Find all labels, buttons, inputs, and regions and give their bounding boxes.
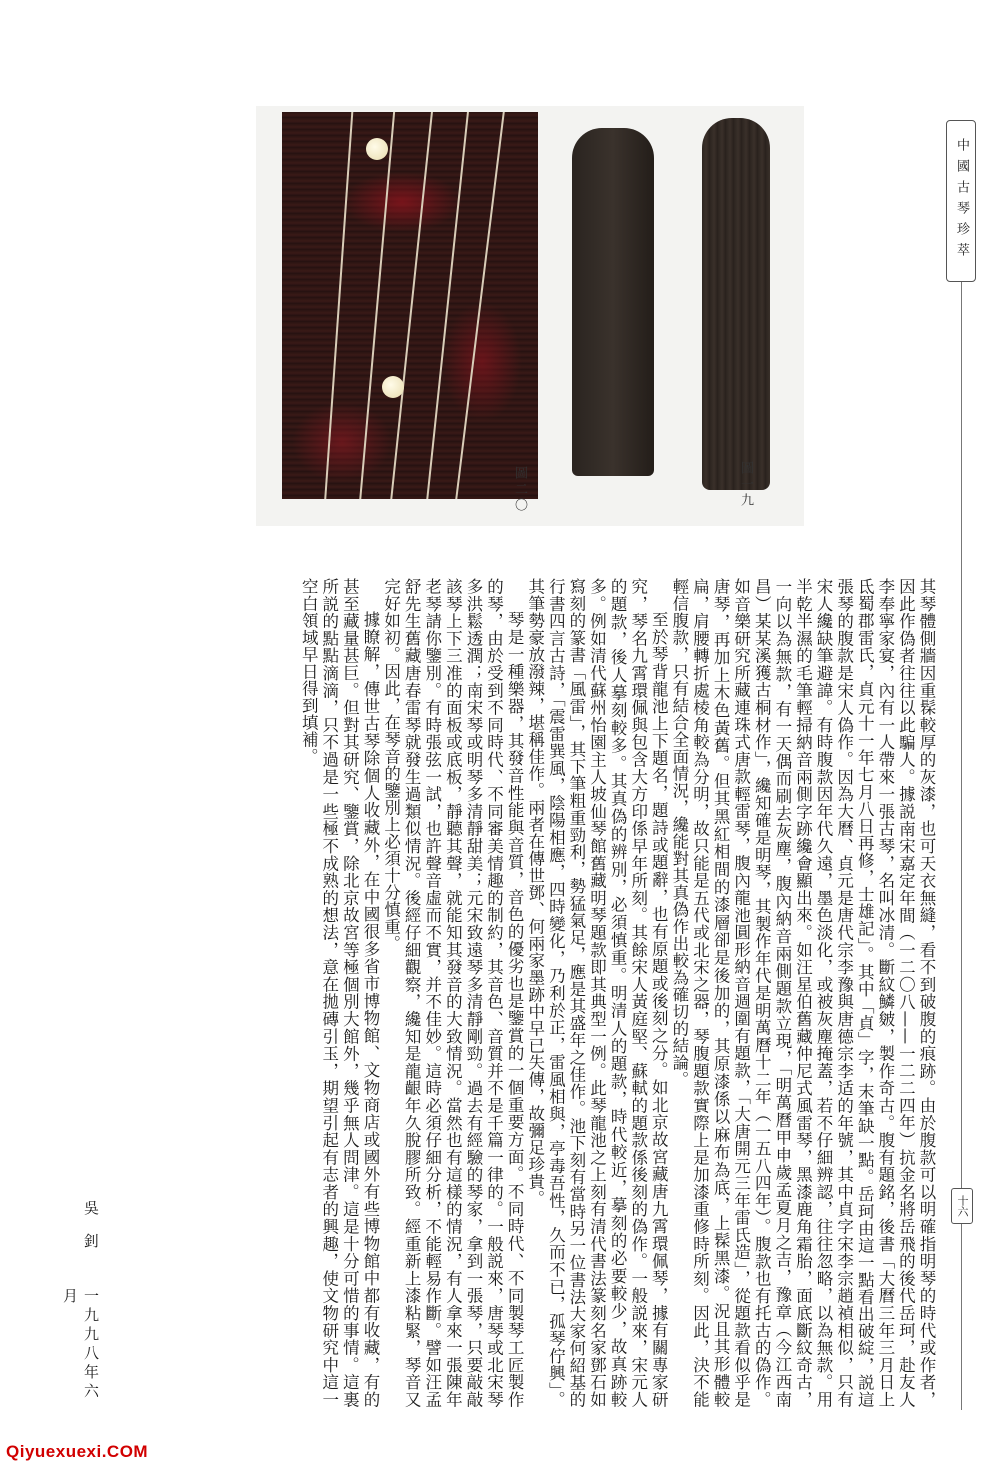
figure-20-photo [282, 112, 538, 499]
running-title: 中國古琴珍萃 [946, 120, 976, 282]
site-watermark: Qiyuexuexi.COM [6, 1442, 149, 1461]
figure-20-caption: 圖二〇 [512, 466, 527, 514]
author-date: 一九九八年六月 [61, 1288, 100, 1402]
figure-19-side-photo [702, 118, 770, 490]
photo-plate [256, 106, 804, 526]
paragraph: 琴是一種樂器，其發音性能與音質，音色的優劣也是鑒賞的一個重要方面。不同時代、不同製琴工匠製作的琴，由於受到不同時代、不同審美情趣的制約，其音色、音質并不是千篇一律的。一般説來，唐琴或北宋琴多洪鬆透潤；南宋琴或明琴多清靜甜美；元宋致遠琴多清靜剛勁。過去有經驗的琴家，拿到一張琴，只要敲敲該琴上下三准的面板或底板，靜聽其聲，就能知其發音的大致情況。當然也有這樣的情況，有人拿來一張陳年老琴請你鑒別。有時張弦一試，也許聲音虛而不實，并不佳妙。這時必須仔細分析，不能輕易作斷。譬如汪孟舒先生舊藏唐春雷琴就發生過類似情況。後經仔細觀察，纔知是龍齦年久脫膠所致。經重新上漆粘緊，琴音又完好如初。因此，在琴音的鑒別上必須十分慎重。 [381, 578, 525, 1408]
author-name: 吳釗 [82, 1200, 100, 1266]
paragraph: 至於琴背龍池上下題名，題詩或題辭，也有原題或後刻之分。如北京故宮藏唐九霄環佩琴，據有關專家研究，琴名九霄環佩與包含大方印係早年所刻。其餘宋人黃庭堅、蘇軾的題款係後刻的偽作。一般説來，宋元人的題款，後人摹刻較多。其真偽的辨別，必須慎重。明清人的題款，時代較近，摹刻的必要較少，故真跡較多。例如清代蘇州怡園主人坡仙琴館舊藏明琴題款即其典型一例。此琴龍池之上刻有清代書法篆刻名家鄧石如寫刻的篆書「風雷」，其下筆粗重勁利，勢猛氣足，應是其盛年之佳作。池下刻有當時另一位書法大家何紹基的行書四言古詩，「震雷巽風，陰陽相應，四時變化，乃利於正，雷風相與，亭毒吾性，久而不已，孤琴佇興」。其筆勢豪放潑辣，堪稱佳作。兩者在傳世鄧、何兩家墨跡中早已失傳，故彌足珍貴。 [525, 578, 669, 1408]
paragraph: 其琴體側牆因重髹較厚的灰漆，也可天衣無縫，看不到破腹的痕跡。由於腹款可以明確指明琴的時代或作者，因此作偽者往往以此騙人。據説南宋嘉定年間（一二〇八——一二二四年）抗金名將岳飛的後代岳珂，赴友人李奉寧家宴，內有一人帶來一張古琴，名叫冰清。斷紋鱗皴，製作奇古。腹有題銘，後書「大曆三年三月日上氐蜀郡雷氏，貞元十一年七月八日再修，士雄記」。其中「貞」字，末筆缺一點。岳珂由這一點看出破綻，説這張琴的腹款是宋人偽作。因為大曆、貞元是唐代宗李豫與唐德宗李适的年號，其中貞字宋李宗趙禎相似，只有宋人纔缺筆避諱。有時腹款因年代久遠，墨色淡化，或被灰塵掩蓋，若不仔細辨認，往往忽略，以為無款。用半乾半濕的毛筆輕掃納音兩側字跡纔會顯出來。如汪星伯舊藏仲尼式風雷琴，黑漆鹿角霜胎，面底斷紋奇古，一向以為無款，有一天偶而刷去灰塵，腹內納音兩側題款立現，「明萬曆甲申歲孟夏月之吉，豫章（今江西南昌）某某溪獲古桐材作」，纔知確是明琴，其製作年代是明萬曆十二年（一五八四年）。腹款也有托古的偽作。如音樂研究所藏連珠式唐款輕雷琴，腹內龍池圓形納音週圍有題款，「大唐開元三年雷氏造」，從題款看似乎是唐琴，再加上木色黃舊。但其黑紅相間的漆層卻是後加的，其原漆係以麻布為底，上髹黑漆。況且其形體較扁，肩腰轉折處棱角較為分明，故只能是五代或北宋之器，琴腹題款實際上是加漆重修時所刻。因此，決不能輕信腹款，只有結合全面情況，纔能對其真偽作出較為確切的結論。 [669, 578, 936, 1408]
hui-marker-dot [366, 138, 388, 160]
figure-19-back-photo [572, 128, 654, 476]
guqin-string [323, 112, 354, 499]
figure-19-caption: 圖一九 [738, 461, 753, 509]
guqin-string [388, 112, 434, 499]
guqin-string [357, 112, 396, 499]
paragraph: 據瞭解，傳世古琴除個人收藏外，在中國很多省市博物館、文物商店或國外有些博物館中都有收藏，有的甚至藏量甚巨。但對其研究、鑒賞，除北京故宮等極個別大館外，幾乎無人問津。這是十分可惜的事情。這裏所説的點點滴滴，只不過是一些極不成熟的想法，意在拋磚引玉，期望引起有志者的興趣，使文物研究中這一空白領域早日得到填補。 [299, 578, 380, 1408]
hui-marker-dot [382, 376, 404, 398]
page-number: 十六 [951, 1188, 973, 1224]
article-body [98, 578, 936, 1408]
